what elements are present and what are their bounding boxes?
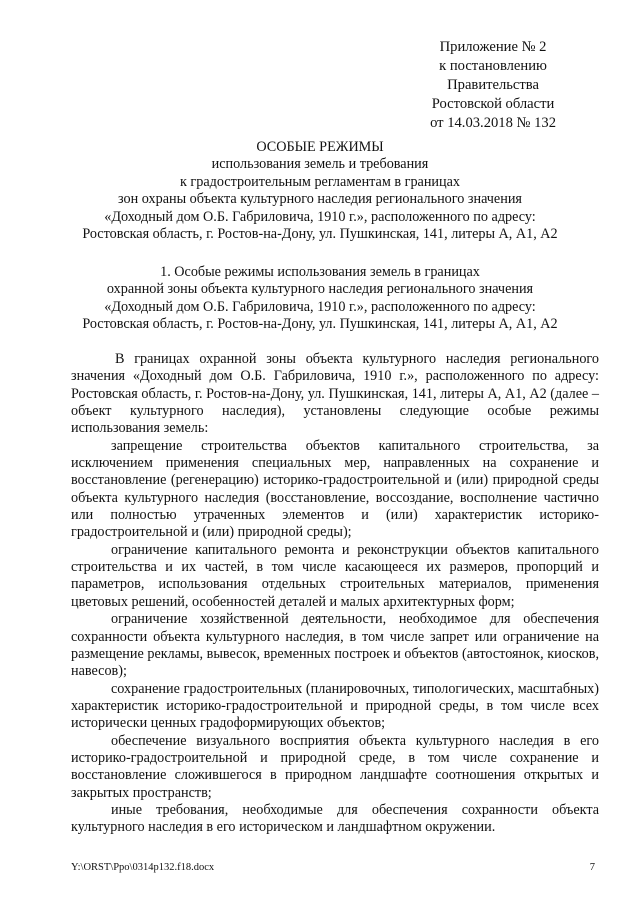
appendix-line: Правительства [447,77,539,93]
title-heading: ОСОБЫЕ РЕЖИМЫ [256,139,384,155]
section-heading [0,264,640,334]
title-line: к градостроительным регламентам в границах [179,173,461,190]
appendix-line: Ростовской области [431,96,555,112]
title-line: зон охраны объекта культурного наследия регионального значения [118,191,522,208]
regime-item: иные требования, необходимые для обеспечения сохранности объекта культурного наследия в его историческом и ландшафтном окружении. [71,801,599,836]
regime-item: обеспечение визуального восприятия объекта культурного наследия в его историко-градостроительной и природной среде, в том числе сохранение и восстановление сложившегося в природном ландшафте соотношения открытых и закрытых пространств; [71,732,599,801]
document-title [0,139,640,243]
title-line: использования земель и требования [211,156,429,173]
regime-item: ограничение хозяйственной деятельности, необходимое для обеспечения сохранности объекта культурного наследия, в том числе запрет или ограничение на размещение рекламы, вывесок, временных построек и объектов (автостоянок, киосков, навесов); [71,611,599,680]
regime-item: ограничение капитального ремонта и реконструкции объектов капитального строительства и их частей, в том числе касающееся их размеров, пропорций и параметров, использования отдельных строительных материалов, применения цветовых решений, особенностей деталей и малых архитектурных форм; [71,541,599,610]
section-line: охранной зоны объекта культурного наследия регионального значения [106,281,534,298]
regime-item: запрещение строительства объектов капитального строительства, за исключением применения специальных мер, направленных на сохранение и восстановление (регенерацию) историко-градостроительной и (или) природной среды объекта культурного наследия (восстановление, воссоздание, восполнение частично или полностью утраченных элементов и (или) характеристик историко-градостроительной и (или) природной среды); [71,437,599,541]
section-line: 1. Особые режимы использования земель в границах [160,264,480,280]
title-line: Ростовская область, г. Ростов-на-Дону, ул. Пушкинская, 141, литеры А, А1, А2 [82,226,558,243]
regime-item: сохранение градостроительных (планировочных, типологических, масштабных) характеристик историко-градостроительной и природной среды, в том числе всех исторически ценных градоформирующих объектов; [71,680,599,732]
section-line: Ростовская область, г. Ростов-на-Дону, ул. Пушкинская, 141, литеры А, А1, А2 [82,316,558,333]
document-body [71,351,599,837]
file-path: Y:\ORST\Ppo\0314p132.f18.docx [71,862,215,873]
title-line: «Доходный дом О.Б. Габриловича, 1910 г.», расположенного по адресу: [104,208,536,225]
appendix-header [430,38,556,133]
appendix-line: Приложение № 2 [439,39,547,55]
intro-paragraph: В границах охранной зоны объекта культурного наследия регионального значения «Доходный дом О.Б. Габриловича, 1910 г.», расположенного по адресу: Ростовская область, г. Ростов-на-Дону, ул. Пушкинская, 141, литеры А, А1, А2 (далее – объект культурного наследия), установлены следующие особые режимы использования земель: [71,351,599,437]
appendix-line: к постановлению [439,58,547,74]
page-number: 7 [589,862,595,873]
appendix-line: от 14.03.2018 № 132 [430,115,556,131]
section-line: «Доходный дом О.Б. Габриловича, 1910 г.», расположенного по адресу: [104,298,536,315]
